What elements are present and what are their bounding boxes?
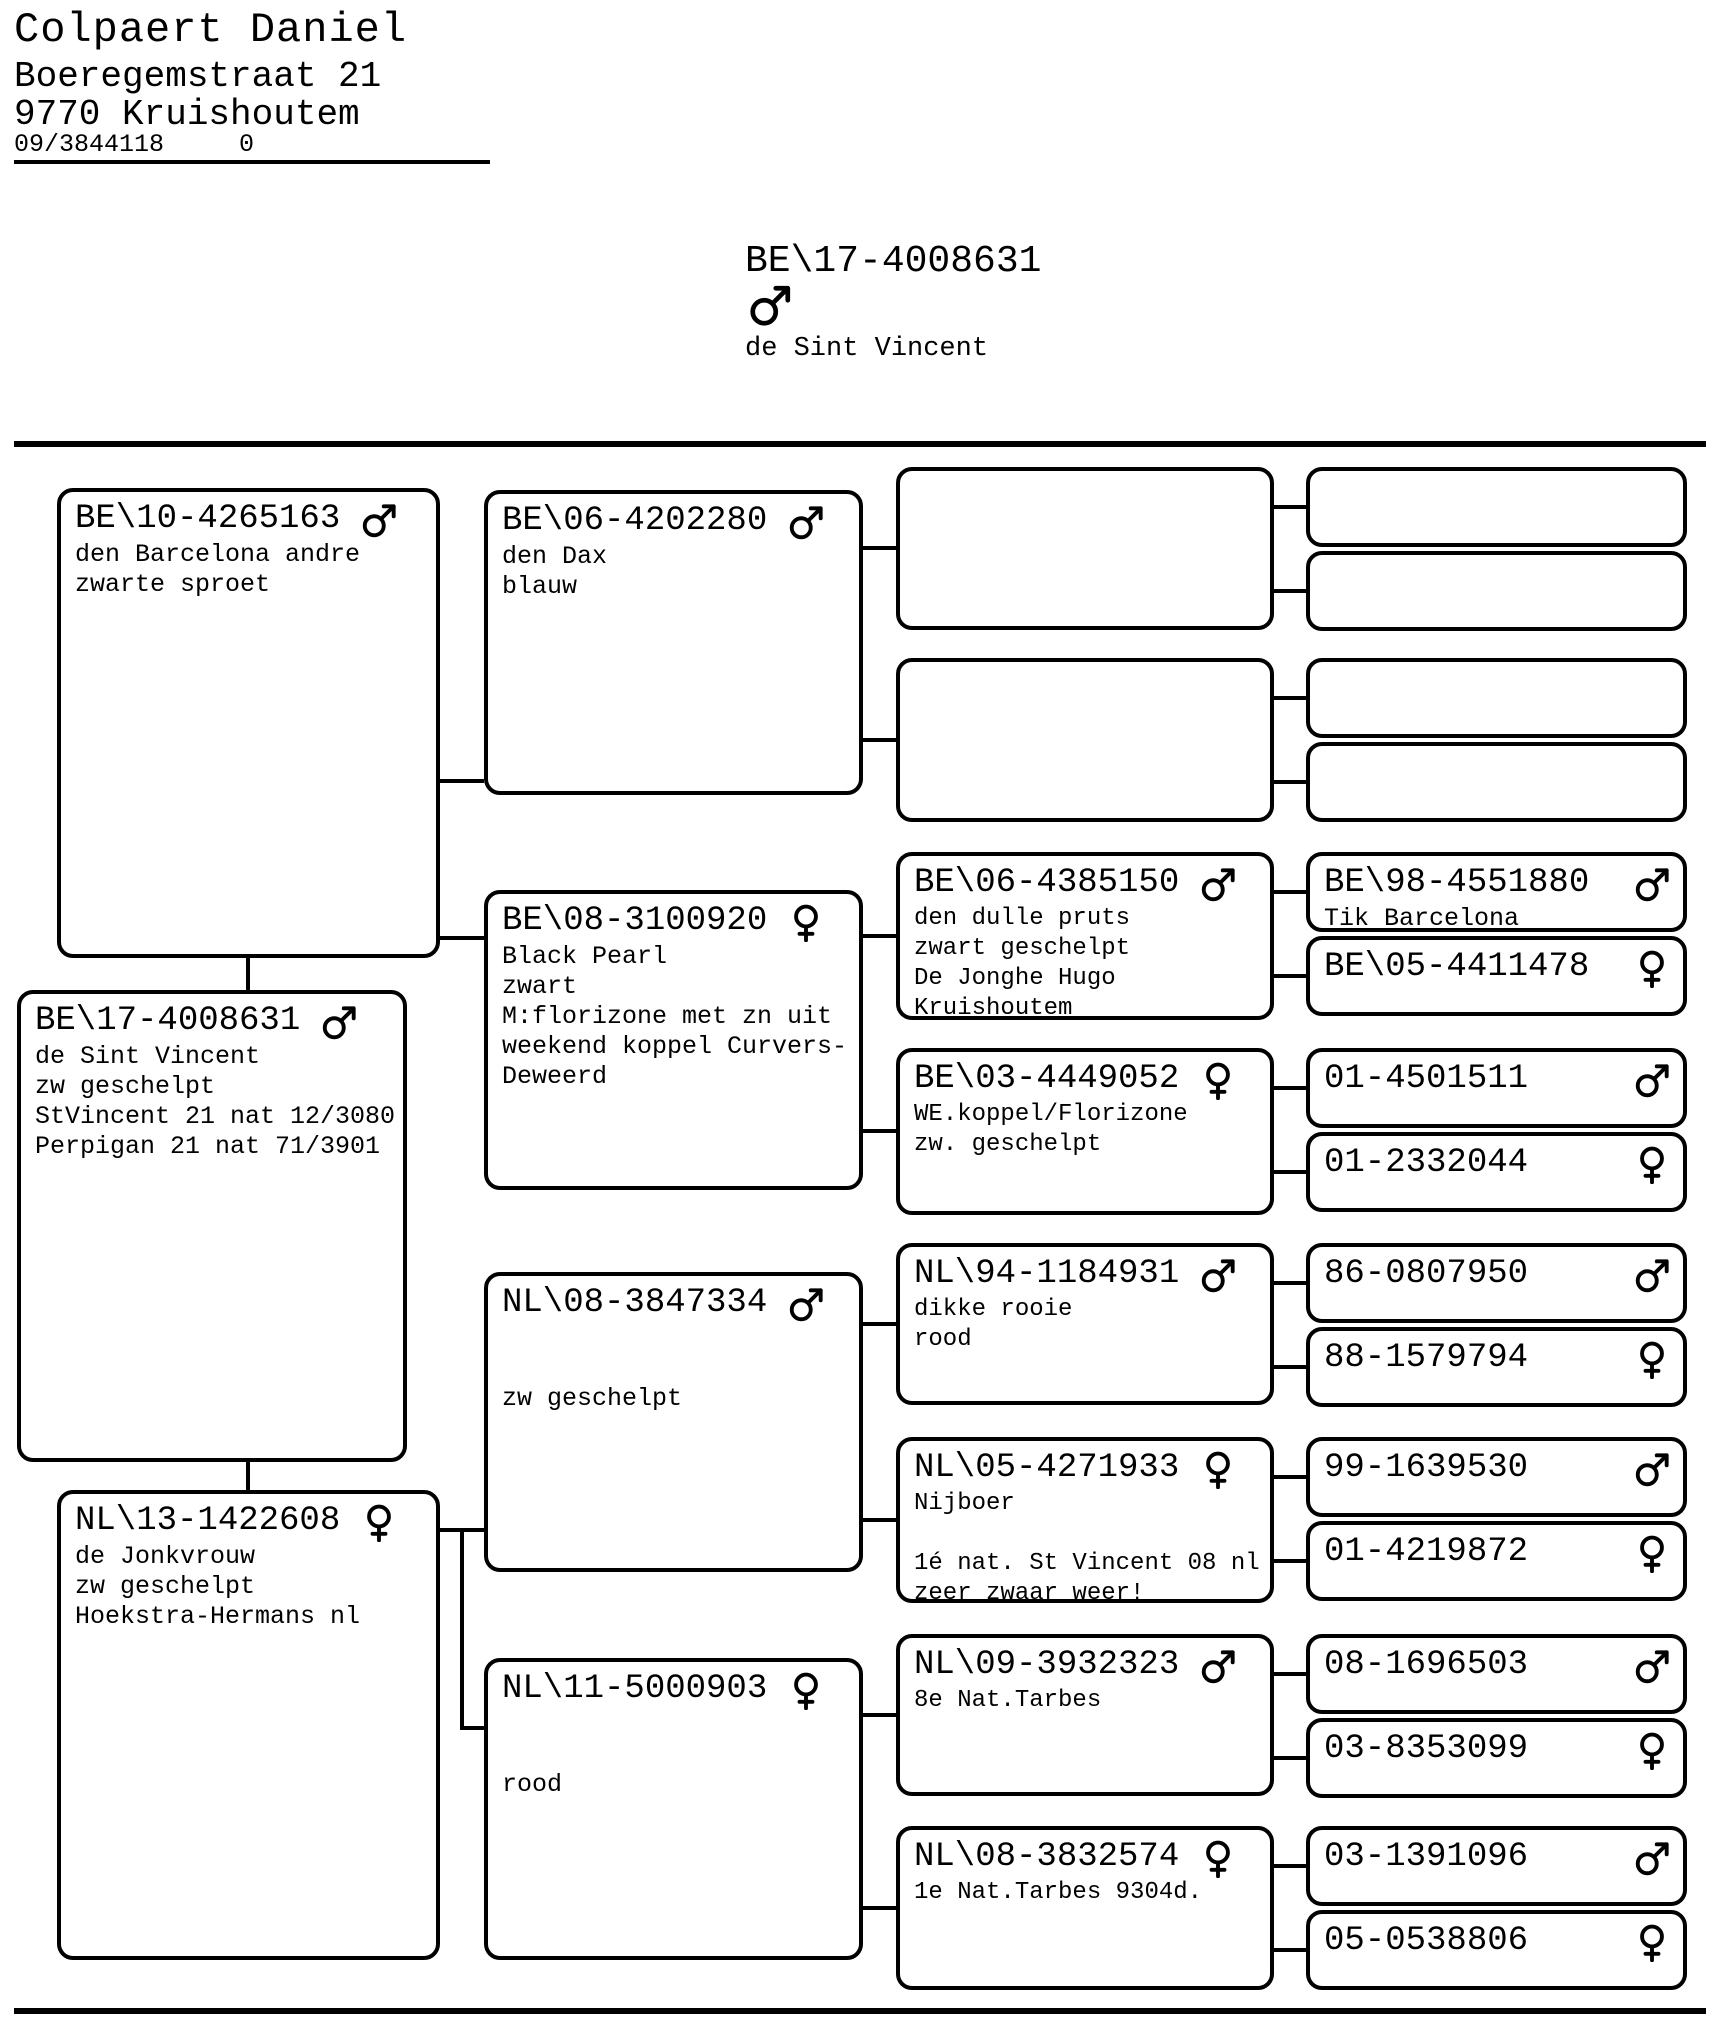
pedigree-note: blauw: [502, 572, 578, 601]
ring-number: 03-1391096: [1324, 1838, 1529, 1876]
box-dam: [57, 1490, 440, 1960]
pedigree-note: rood: [502, 1770, 563, 1799]
female-icon: [1633, 1146, 1671, 1184]
female-icon: [1199, 1451, 1237, 1489]
ring-number: BE\03-4449052: [914, 1060, 1180, 1098]
connector-line: [246, 956, 250, 992]
pedigree-note: 1e Nat.Tarbes 9304d.: [914, 1879, 1203, 1906]
box-gen4-10: [1306, 1327, 1687, 1407]
ring-number: BE\06-4385150: [914, 864, 1180, 902]
subject-ring-number: BE\17-4008631: [745, 240, 1042, 283]
female-icon: [1633, 1924, 1671, 1962]
connector-line: [1274, 1475, 1306, 1479]
ring-number: 01-4501511: [1324, 1060, 1529, 1098]
ring-number: NL\13-1422608: [75, 1502, 341, 1540]
pedigree-note: zwart: [502, 972, 578, 1001]
male-icon: [360, 502, 398, 540]
female-icon: [1633, 1341, 1671, 1379]
pedigree-note: StVincent 21 nat 12/3080: [35, 1102, 396, 1131]
pedigree-note: WE.koppel/Florizone: [914, 1101, 1188, 1128]
pedigree-note: zw geschelpt: [35, 1072, 216, 1101]
box-gen4-6: [1306, 936, 1687, 1016]
subject-name: de Sint Vincent: [745, 334, 989, 364]
connector-line: [1274, 1281, 1306, 1285]
pedigree-note: 1é nat. St Vincent 08 nl: [914, 1550, 1260, 1577]
female-icon: [787, 1672, 825, 1710]
connector-line: [1274, 890, 1306, 894]
pedigree-note: [502, 1710, 847, 1740]
ring-number: BE\05-4411478: [1324, 948, 1590, 986]
male-icon: [1633, 866, 1671, 904]
ring-number: 88-1579794: [1324, 1339, 1529, 1377]
pedigree-note: zwart geschelpt: [914, 935, 1131, 962]
ring-number: BE\98-4551880: [1324, 864, 1590, 902]
pedigree-note: [502, 1354, 847, 1384]
connector-line: [1274, 1864, 1306, 1868]
box-gen2-2: [484, 890, 863, 1190]
box-gen3-5: [896, 1243, 1274, 1405]
pedigree-note: de Sint Vincent: [35, 1042, 261, 1071]
female-icon: [1633, 1535, 1671, 1573]
box-sire: [57, 488, 440, 958]
pedigree-note: Tik Barcelona: [1324, 904, 1520, 932]
connector-line: [440, 779, 484, 783]
male-icon: [787, 1286, 825, 1324]
owner-name: Colpaert Daniel: [14, 6, 408, 54]
connector-line: [1274, 1756, 1306, 1760]
connector-line: [1274, 1170, 1306, 1174]
box-gen3-8: [896, 1826, 1274, 1990]
box-gen4-3-empty: [1306, 658, 1687, 738]
female-icon: [1633, 1732, 1671, 1770]
ring-number: 86-0807950: [1324, 1255, 1529, 1293]
pedigree-note: Deweerd: [502, 1062, 608, 1091]
pedigree-note: zwarte sproet: [75, 570, 271, 599]
male-icon: [1199, 1648, 1237, 1686]
pedigree-note: de Jonkvrouw: [75, 1542, 256, 1571]
pedigree-note: [914, 1519, 1258, 1549]
female-icon: [1199, 1840, 1237, 1878]
male-icon: [320, 1004, 358, 1042]
ring-number: BE\06-4202280: [502, 502, 768, 540]
male-icon: [1199, 866, 1237, 904]
connector-line: [863, 1518, 896, 1522]
box-gen4-5: [1306, 852, 1687, 932]
box-gen4-12: [1306, 1521, 1687, 1601]
pedigree-note: dikke rooie: [914, 1296, 1073, 1323]
ring-number: NL\94-1184931: [914, 1255, 1180, 1293]
box-gen3-1-empty: [896, 467, 1274, 630]
box-gen4-15: [1306, 1826, 1687, 1906]
connector-line: [1274, 505, 1306, 509]
ring-number: NL\05-4271933: [914, 1449, 1180, 1487]
ring-number: BE\10-4265163: [75, 500, 341, 538]
connector-line: [863, 934, 896, 938]
box-gen3-3: [896, 852, 1274, 1020]
owner-address-line2: 9770 Kruishoutem: [14, 94, 360, 135]
box-gen2-3: [484, 1272, 863, 1572]
box-gen3-4: [896, 1048, 1274, 1215]
female-icon: [1199, 1062, 1237, 1100]
ring-number: NL\08-3847334: [502, 1284, 768, 1322]
box-gen4-14: [1306, 1718, 1687, 1798]
connector-line: [863, 738, 896, 742]
ring-number: BE\08-3100920: [502, 902, 768, 940]
box-gen4-13: [1306, 1634, 1687, 1714]
ring-number: 01-2332044: [1324, 1144, 1529, 1182]
pedigree-note: zw geschelpt: [75, 1572, 256, 1601]
connector-line: [246, 1460, 250, 1492]
male-icon: [1633, 1257, 1671, 1295]
box-gen4-11: [1306, 1437, 1687, 1517]
box-gen3-2-empty: [896, 658, 1274, 822]
pedigree-note: 8e Nat.Tarbes: [914, 1687, 1102, 1714]
connector-line: [1274, 1672, 1306, 1676]
box-gen2-4: [484, 1658, 863, 1960]
ring-number: 01-4219872: [1324, 1533, 1529, 1571]
ring-number: NL\09-3932323: [914, 1646, 1180, 1684]
connector-line: [1274, 1559, 1306, 1563]
female-icon: [1633, 950, 1671, 988]
connector-line: [863, 1322, 896, 1326]
connector-line: [1274, 589, 1306, 593]
pedigree-note: Kruishoutem: [914, 995, 1073, 1020]
box-gen4-2-empty: [1306, 551, 1687, 631]
connector-line: [1274, 1365, 1306, 1369]
connector-line: [1274, 780, 1306, 784]
pedigree-note: zeer zwaar weer!: [914, 1580, 1145, 1603]
connector-line: [863, 1129, 896, 1133]
box-gen4-9: [1306, 1243, 1687, 1323]
pedigree-note: den Dax: [502, 542, 608, 571]
pedigree-note: den Barcelona andre: [75, 540, 361, 569]
pedigree-note: M:florizone met zn uit: [502, 1002, 833, 1031]
connector-line: [863, 1906, 896, 1910]
male-icon: [1199, 1257, 1237, 1295]
pedigree-note: zw geschelpt: [502, 1384, 683, 1413]
box-gen4-7: [1306, 1048, 1687, 1128]
male-icon: [787, 504, 825, 542]
female-icon: [787, 904, 825, 942]
male-icon: [1633, 1648, 1671, 1686]
pedigree-note: rood: [914, 1326, 972, 1353]
box-gen3-7: [896, 1634, 1274, 1796]
connector-line: [863, 1713, 896, 1717]
box-gen4-4-empty: [1306, 742, 1687, 822]
pedigree-note: Nijboer: [914, 1490, 1015, 1517]
pedigree-note: Black Pearl: [502, 942, 668, 971]
connector-line: [460, 1726, 486, 1730]
ring-number: NL\08-3832574: [914, 1838, 1180, 1876]
pedigree-note: weekend koppel Curvers-: [502, 1032, 848, 1061]
connector-line: [460, 1528, 464, 1730]
box-gen4-16: [1306, 1910, 1687, 1990]
pedigree-note: [502, 1740, 847, 1770]
connector-line: [863, 546, 896, 550]
header-underline: [14, 160, 490, 164]
pedigree-note: [502, 1324, 847, 1354]
pedigree-note: zw. geschelpt: [914, 1131, 1102, 1158]
pedigree-note: Perpigan 21 nat 71/3901: [35, 1132, 381, 1161]
male-icon: [1633, 1840, 1671, 1878]
owner-phone: 09/3844118 0: [14, 130, 255, 159]
male-icon: [747, 283, 793, 334]
male-icon: [1633, 1451, 1671, 1489]
pedigree-note: den dulle pruts: [914, 905, 1131, 932]
box-gen3-6: [896, 1437, 1274, 1603]
ring-number: NL\11-5000903: [502, 1670, 768, 1708]
box-gen4-8: [1306, 1132, 1687, 1212]
ring-number: 03-8353099: [1324, 1730, 1529, 1768]
ring-number: 08-1696503: [1324, 1646, 1529, 1684]
connector-line: [1274, 696, 1306, 700]
box-gen4-1-empty: [1306, 467, 1687, 547]
connector-line: [1274, 974, 1306, 978]
box-gen2-1: [484, 490, 863, 795]
connector-line: [440, 936, 484, 940]
pedigree-note: Hoekstra-Hermans nl: [75, 1602, 361, 1631]
bottom-rule: [14, 2008, 1706, 2014]
ring-number: 05-0538806: [1324, 1922, 1529, 1960]
connector-line: [1274, 1086, 1306, 1090]
ring-number: 99-1639530: [1324, 1449, 1529, 1487]
female-icon: [360, 1504, 398, 1542]
top-rule: [14, 441, 1706, 447]
connector-line: [1274, 1948, 1306, 1952]
box-subject: [17, 990, 407, 1462]
owner-address-line1: Boeregemstraat 21: [14, 56, 382, 97]
ring-number: BE\17-4008631: [35, 1002, 301, 1040]
pedigree-note: De Jonghe Hugo: [914, 965, 1116, 992]
male-icon: [1633, 1062, 1671, 1100]
